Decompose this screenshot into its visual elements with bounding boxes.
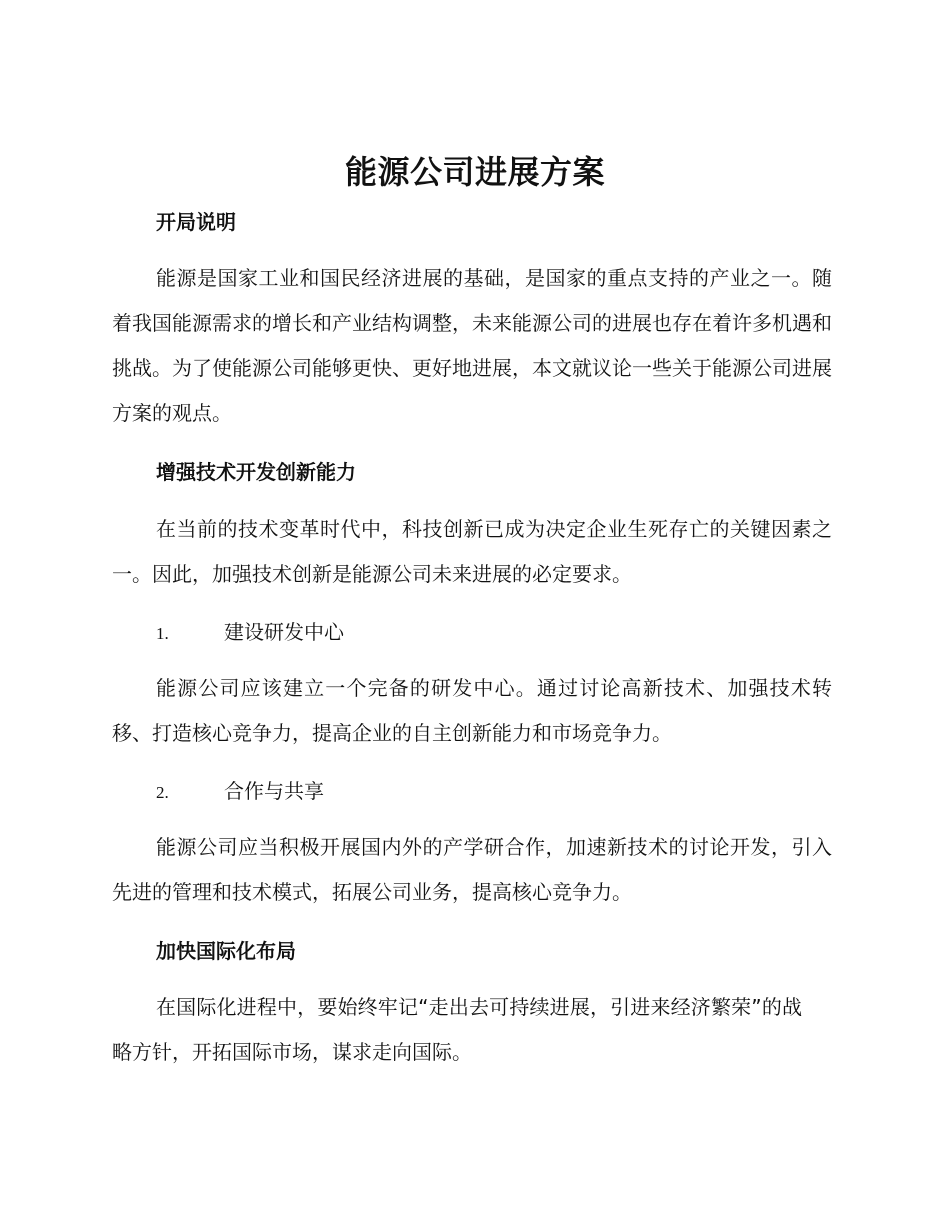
paragraph-intro: 能源是国家工业和国民经济进展的基础，是国家的重点支持的产业之一。随着我国能源需求的增长和产业结构调整，未来能源公司的进展也存在着许多机遇和挑战。为了使能源公司能够更快、更好地进展，本文就议论一些关于能源公司进展方案的观点。 bbox=[112, 266, 832, 425]
list-item-1 bbox=[156, 618, 344, 648]
list-number: 1. bbox=[156, 624, 169, 643]
list-item-2 bbox=[156, 777, 324, 807]
paragraph-rd-center: 能源公司应该建立一个完备的研发中心。通过讨论高新技术、加强技术转移、打造核心竞争力，提高企业的自主创新能力和市场竞争力。 bbox=[112, 676, 832, 745]
section-heading-intl: 加快国际化布局 bbox=[156, 939, 296, 963]
list-item-title: 合作与共享 bbox=[224, 779, 324, 803]
list-number: 2. bbox=[156, 783, 169, 802]
section-heading-tech: 增强技术开发创新能力 bbox=[156, 460, 356, 484]
list-item-title: 建设研发中心 bbox=[224, 620, 344, 644]
paragraph-cooperation: 能源公司应当积极开展国内外的产学研合作，加速新技术的讨论开发，引入先进的管理和技术模式，拓展公司业务，提高核心竞争力。 bbox=[112, 835, 832, 904]
paragraph-intl: 在国际化进程中，要始终牢记“走出去可持续进展，引进来经济繁荣”的战略方针，开拓国际市场，谋求走向国际。 bbox=[112, 995, 802, 1064]
section-heading-intro: 开局说明 bbox=[156, 210, 236, 234]
paragraph-tech: 在当前的技术变革时代中，科技创新已成为决定企业生死存亡的关键因素之一。因此，加强技术创新是能源公司未来进展的必定要求。 bbox=[112, 517, 832, 586]
document-title: 能源公司进展方案 bbox=[344, 153, 605, 191]
